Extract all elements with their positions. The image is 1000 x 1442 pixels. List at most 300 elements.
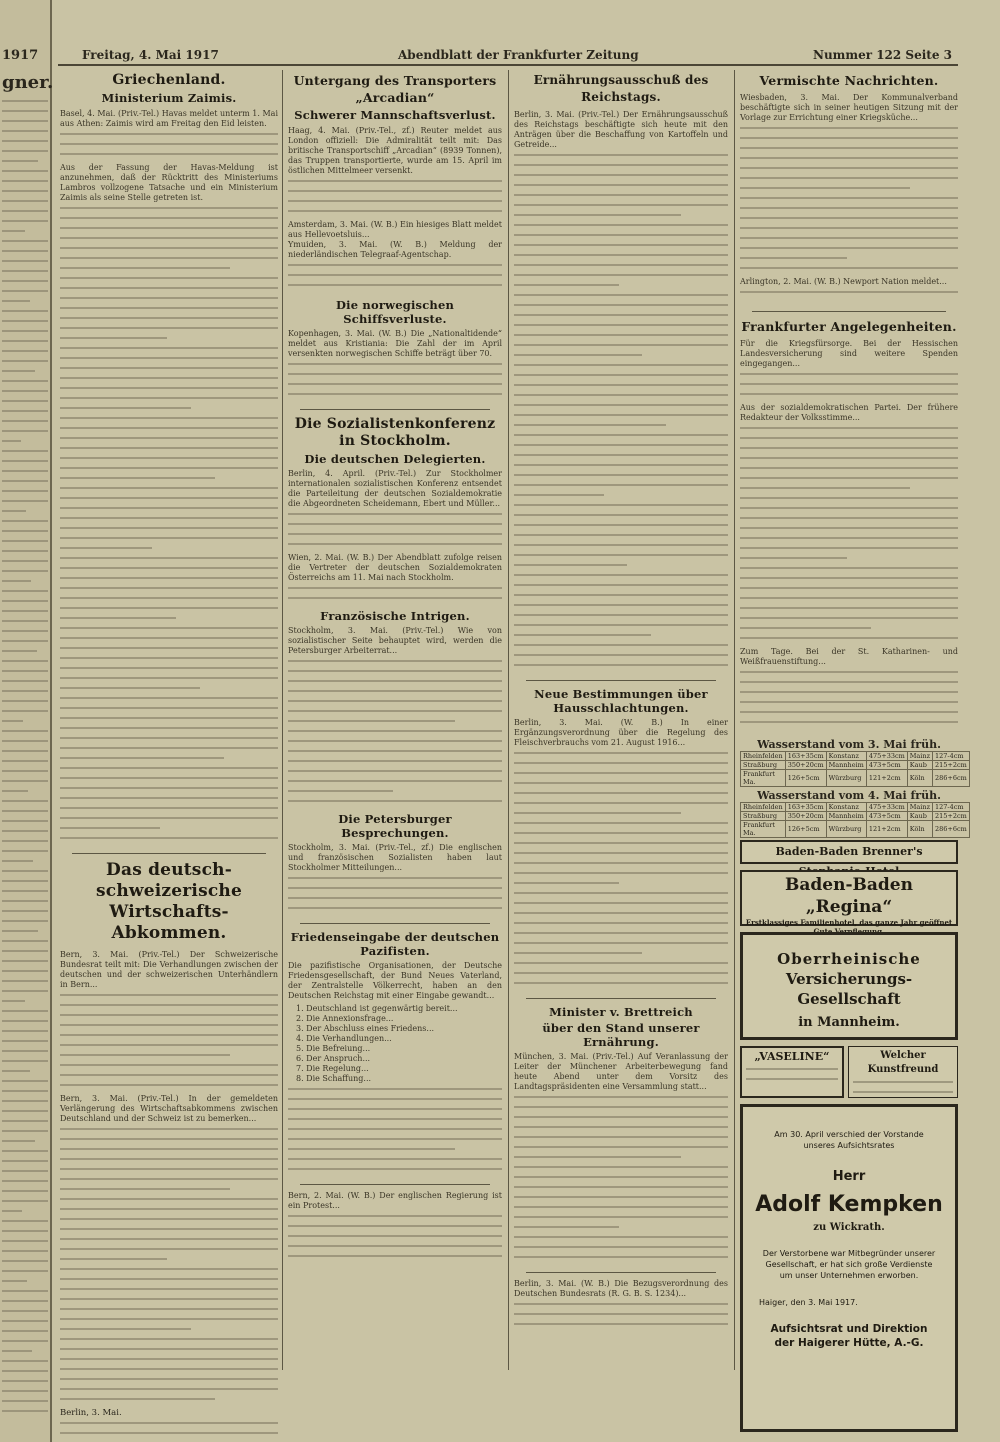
ad-vaseline-title: „VASELINE“ (754, 1050, 830, 1063)
print-line (514, 534, 728, 536)
print-line (740, 383, 958, 385)
print-line (514, 494, 604, 496)
print-line (60, 1208, 278, 1210)
print-line (740, 691, 958, 693)
print-line (2, 1330, 48, 1332)
print-line (2, 260, 48, 262)
print-line (2, 950, 48, 952)
print-line (514, 752, 728, 754)
print-line (514, 1303, 728, 1305)
table-cell: Köln (907, 770, 932, 787)
print-line (2, 430, 48, 432)
print-line (60, 497, 278, 499)
print-line (2, 930, 38, 932)
table-cell: 286+6cm (933, 821, 970, 838)
print-line (60, 1138, 278, 1140)
print-line (2, 370, 35, 372)
obituary-signature-2: der Haigerer Hütte, A.-G. (774, 1337, 924, 1349)
print-line (514, 314, 728, 316)
print-line (2, 120, 48, 122)
print-line (288, 513, 502, 515)
water-level-report (740, 738, 967, 838)
text-lines (514, 752, 728, 992)
print-line (60, 757, 224, 759)
print-line (288, 200, 502, 202)
print-line (514, 364, 728, 366)
print-line (514, 544, 728, 546)
print-line (514, 174, 728, 176)
print-line (60, 217, 278, 219)
print-line (740, 393, 958, 395)
ad-regina-subtitle: Erstklassiges Familienhotel, das ganze Jahr geöffnet (745, 918, 953, 927)
print-line (288, 1098, 502, 1100)
print-line (740, 567, 958, 569)
table-cell: 473+5cm (866, 812, 907, 821)
print-line (514, 782, 728, 784)
print-line (740, 577, 958, 579)
print-line (514, 1106, 728, 1108)
print-line (60, 1422, 278, 1424)
print-line (288, 383, 502, 385)
print-line (288, 393, 502, 395)
print-line (514, 802, 728, 804)
print-line (60, 1328, 191, 1330)
print-line (60, 347, 278, 349)
print-line (2, 1160, 48, 1162)
print-line (60, 143, 278, 145)
print-line (60, 547, 152, 549)
print-line (288, 800, 502, 802)
print-line (2, 1170, 48, 1172)
print-line (2, 1230, 48, 1232)
print-line (2, 1270, 48, 1272)
print-line (2, 1030, 48, 1032)
print-line (60, 1024, 278, 1026)
print-line (514, 972, 728, 974)
print-line (288, 660, 502, 662)
print-line (514, 902, 728, 904)
print-line (514, 1156, 681, 1158)
print-line (2, 810, 48, 812)
list-item: 1. Deutschland ist gegenwärtig bereit... (296, 1004, 458, 1013)
print-line (2, 340, 48, 342)
print-line (740, 447, 958, 449)
print-line (740, 177, 958, 179)
print-line (740, 711, 958, 713)
print-line (288, 1215, 502, 1217)
print-line (2, 780, 48, 782)
print-line (514, 842, 728, 844)
print-line (2, 800, 48, 802)
table-cell: Straßburg (741, 761, 786, 770)
text-lines (288, 587, 502, 607)
list-item: 5. Die Befreiung... (296, 1044, 371, 1053)
print-line (514, 464, 728, 466)
dateline: Berlin, 3. Mai. (60, 1408, 122, 1418)
print-line (60, 307, 278, 309)
print-line (514, 952, 642, 954)
previous-page-edge (0, 0, 52, 1442)
print-line (2, 940, 48, 942)
ad-kunstfreund (848, 1046, 958, 1098)
margin-text-lines (2, 100, 48, 1420)
print-line (60, 1388, 278, 1390)
print-line (2, 1020, 48, 1022)
print-line (288, 780, 502, 782)
print-line (60, 257, 278, 259)
ad-regina-title: Baden-Baden „Regina“ (785, 875, 913, 917)
print-line (60, 357, 278, 359)
ad-stephanie-text: Baden-Baden Brenner's (775, 845, 923, 858)
print-line (60, 567, 278, 569)
print-line (740, 701, 958, 703)
print-line (2, 1400, 48, 1402)
print-line (2, 570, 48, 572)
print-line (60, 767, 278, 769)
print-line (514, 862, 728, 864)
print-line (2, 480, 48, 482)
print-line (2, 460, 48, 462)
margin-year: 1917 (2, 48, 39, 63)
print-line (288, 587, 502, 589)
print-line (60, 1064, 278, 1066)
water-level-table-2 (740, 802, 970, 838)
print-line (288, 680, 502, 682)
print-line (514, 414, 728, 416)
table-cell: Frankfurt Ma. (741, 821, 786, 838)
list-item: 3. Der Abschluss eines Friedens... (296, 1024, 435, 1033)
print-line (514, 594, 728, 596)
ad-vaseline (740, 1046, 844, 1098)
print-line (2, 540, 48, 542)
print-line (60, 1158, 278, 1160)
print-line (60, 1318, 278, 1320)
print-line (2, 620, 48, 622)
print-line (60, 527, 278, 529)
print-line (740, 721, 958, 723)
print-line (2, 1300, 48, 1302)
article-text: Für die Kriegsfürsorge. Bei der Hessischen Landesversicherung sind weitere Spenden eingegangen... (740, 339, 958, 368)
separator (752, 311, 946, 312)
print-line (740, 137, 958, 139)
print-line (514, 762, 728, 764)
print-line (2, 830, 48, 832)
print-line (288, 1128, 502, 1130)
print-line (2, 640, 48, 642)
text-lines (740, 291, 958, 305)
table-cell: 127-4cm (933, 752, 970, 761)
print-line (60, 287, 278, 289)
print-line (2, 1080, 48, 1082)
print-line (740, 497, 958, 499)
water-level-table-1 (740, 751, 970, 787)
print-line (853, 1091, 953, 1093)
print-line (288, 264, 502, 266)
masthead-page-number: Nummer 122 Seite 3 (812, 48, 952, 62)
print-line (514, 792, 728, 794)
print-line (288, 597, 502, 599)
print-line (60, 717, 278, 719)
print-line (2, 970, 48, 972)
demands-list (288, 1004, 502, 1084)
print-line (60, 607, 278, 609)
print-line (2, 820, 48, 822)
print-line (2, 700, 48, 702)
print-line (60, 587, 278, 589)
table-cell: 215+2cm (933, 761, 970, 770)
print-line (740, 227, 958, 229)
print-line (60, 787, 278, 789)
article-text: Arlington, 2. Mai. (W. B.) Newport Nation meldet... (740, 277, 947, 286)
print-line (740, 247, 958, 249)
print-line (2, 1360, 48, 1362)
print-line (2, 1090, 48, 1092)
print-line (60, 1298, 278, 1300)
print-line (2, 840, 48, 842)
print-line (2, 720, 23, 722)
article-text: Ymuiden, 3. Mai. (W. B.) Meldung der niederländischen Telegraaf-Agentschap. (288, 240, 502, 259)
print-line (60, 727, 278, 729)
print-line (2, 690, 48, 692)
print-line (740, 207, 958, 209)
print-line (2, 320, 48, 322)
print-line (514, 424, 666, 426)
headline-pazifisten: Friedenseingabe der deutschen Pazifisten. (290, 930, 500, 958)
print-line (2, 870, 48, 872)
subhead-delegierten: Die deutschen Delegierten. (304, 452, 486, 466)
headline-petersburger: Die Petersburger Besprechungen. (338, 812, 452, 840)
print-line (288, 1138, 502, 1140)
table-cell: Konstanz (826, 752, 866, 761)
article-text: Basel, 4. Mai. (Priv.-Tel.) Havas meldet unterm 1. Mai aus Athen: Zaimis wird am Freitag den Eid leisten. (60, 109, 278, 128)
headline-vermischte: Vermischte Nachrichten. (759, 73, 939, 88)
print-line (288, 1118, 502, 1120)
print-line (514, 224, 728, 226)
headline-sozialistenkonferenz: Die Sozialistenkonferenz in Stockholm. (294, 416, 496, 449)
print-line (2, 210, 48, 212)
print-line (2, 790, 28, 792)
text-lines (288, 180, 502, 220)
print-line (514, 584, 728, 586)
print-line (746, 1078, 838, 1080)
print-line (60, 577, 278, 579)
print-line (2, 230, 25, 232)
list-item: 2. Die Annexionsfrage... (296, 1014, 394, 1023)
print-line (2, 1040, 48, 1042)
table-cell: Kaub (907, 761, 932, 770)
print-line (60, 707, 278, 709)
print-line (514, 254, 728, 256)
print-line (2, 1200, 48, 1202)
print-line (60, 447, 278, 449)
table-cell: Köln (907, 821, 932, 838)
print-line (60, 297, 278, 299)
print-line (740, 637, 958, 639)
print-line (288, 533, 502, 535)
print-line (2, 1210, 22, 1212)
print-line (514, 184, 728, 186)
print-line (2, 130, 48, 132)
print-line (2, 510, 26, 512)
print-line (514, 564, 627, 566)
print-line (514, 1186, 728, 1188)
print-line (2, 350, 48, 352)
print-line (288, 690, 502, 692)
article-text: Stockholm, 3. Mai. (Priv.-Tel., zf.) Die englischen und französischen Sozialisten haben laut Stockholmer Mitteilungen... (288, 843, 502, 872)
print-line (514, 394, 728, 396)
print-line (514, 604, 728, 606)
text-lines (60, 133, 278, 163)
print-line (514, 354, 642, 356)
print-line (2, 1370, 48, 1372)
print-line (2, 760, 48, 762)
print-line (288, 750, 502, 752)
print-line (60, 1178, 278, 1180)
text-lines (288, 1215, 502, 1265)
print-line (60, 407, 191, 409)
obituary-intro: Am 30. April verschied der Vorstande unseres Aufsichtsrates (774, 1130, 924, 1150)
print-line (2, 1220, 48, 1222)
print-line (514, 514, 728, 516)
print-line (2, 680, 48, 682)
print-line (514, 214, 681, 216)
text-lines (60, 1422, 278, 1442)
print-line (60, 1308, 278, 1310)
print-line (2, 880, 48, 882)
print-line (740, 457, 958, 459)
print-line (60, 627, 278, 629)
table-cell: 473+5cm (866, 761, 907, 770)
print-line (60, 597, 278, 599)
print-line (740, 617, 958, 619)
print-line (60, 1188, 230, 1190)
print-line (60, 1248, 278, 1250)
print-line (2, 740, 48, 742)
print-line (60, 367, 278, 369)
print-line (60, 557, 278, 559)
print-line (2, 1410, 48, 1412)
print-line (288, 284, 502, 286)
print-line (60, 1168, 278, 1170)
separator (526, 1272, 716, 1273)
print-line (2, 1350, 32, 1352)
print-line (514, 204, 728, 206)
list-item: 8. Die Schaffung... (296, 1074, 372, 1083)
print-line (60, 1268, 278, 1270)
text-lines (740, 427, 958, 647)
print-line (60, 1338, 278, 1340)
ad-versicherung-line3: in Mannheim. (798, 1015, 900, 1030)
print-line (2, 1190, 48, 1192)
print-line (288, 1168, 502, 1170)
table-cell: 163+35cm (785, 803, 826, 812)
print-line (514, 1176, 728, 1178)
print-line (60, 237, 278, 239)
table-cell: 286+6cm (933, 770, 970, 787)
print-line (288, 373, 502, 375)
print-line (740, 467, 958, 469)
print-line (514, 1166, 728, 1168)
article-text: Bern, 2. Mai. (W. B.) Der englischen Regierung ist ein Protest... (288, 1191, 502, 1210)
print-line (514, 574, 728, 576)
separator (300, 1184, 490, 1185)
print-line (2, 1320, 48, 1322)
print-line (60, 267, 230, 269)
print-line (60, 1278, 278, 1280)
print-line (740, 437, 958, 439)
obituary-herr: Herr (832, 1169, 866, 1184)
print-line (740, 267, 958, 269)
print-line (2, 1250, 48, 1252)
print-line (60, 467, 278, 469)
table-cell: Würzburg (826, 770, 866, 787)
print-line (2, 1260, 48, 1262)
print-line (2, 390, 48, 392)
print-line (2, 1340, 48, 1342)
print-line (288, 1245, 502, 1247)
print-line (2, 580, 31, 582)
print-line (514, 304, 728, 306)
masthead (58, 46, 958, 66)
print-line (60, 507, 278, 509)
print-line (2, 1390, 48, 1392)
obituary-place: zu Wickrath. (813, 1222, 885, 1233)
article-text: Berlin, 3. Mai. (W. B.) In einer Ergänzungsverordnung über die Regelung des Fleischverbrauchs vom 21. August 1916... (514, 718, 728, 747)
print-line (60, 1378, 278, 1380)
table-cell: 126+5cm (785, 821, 826, 838)
print-line (740, 373, 958, 375)
print-line (60, 1218, 278, 1220)
print-line (514, 284, 619, 286)
print-line (60, 667, 278, 669)
separator (526, 680, 716, 681)
separator (526, 998, 716, 999)
print-line (514, 624, 728, 626)
ad-versicherung-line1: Oberrheinische (777, 950, 921, 968)
table-row (741, 803, 970, 812)
print-line (2, 710, 48, 712)
print-line (2, 860, 33, 862)
print-line (514, 1256, 728, 1258)
print-line (60, 737, 278, 739)
article-text: Die pazifistische Organisationen, der Deutsche Friedensgesellschaft, der Bund Neues Vaterland, der Zentralstelle Völkerrecht, haben an den Deutschen Reichstag mit einer Eingabe gewandt... (288, 961, 502, 1000)
table-row (741, 770, 970, 787)
print-line (740, 187, 910, 189)
print-line (2, 960, 48, 962)
article-text: Aus der sozialdemokratischen Partei. Der frühere Redakteur der Volksstimme... (740, 403, 958, 422)
print-line (514, 1323, 728, 1325)
print-line (288, 1225, 502, 1227)
print-line (2, 1150, 48, 1152)
print-line (60, 1432, 278, 1434)
print-line (288, 740, 502, 742)
print-line (288, 180, 502, 182)
print-line (60, 153, 278, 155)
print-line (514, 1313, 728, 1315)
print-line (740, 127, 958, 129)
print-line (2, 530, 48, 532)
ad-versicherung-line2: Versicherungs-Gesellschaft (785, 970, 913, 1008)
article-text: Berlin, 3. Mai. (Priv.-Tel.) Der Ernährungsausschuß des Reichstags beschäftigte sich heute mit den Anträgen über die Beschaffung von Kartoffeln und Getreide... (514, 110, 728, 149)
print-line (288, 523, 502, 525)
print-line (740, 607, 958, 609)
article-text: Wien, 2. Mai. (W. B.) Der Abendblatt zufolge reisen die Vertreter der deutschen Sozialdemokraten Österreichs am 11. Mai nach Stockholm. (288, 553, 502, 582)
print-line (60, 807, 278, 809)
print-line (514, 374, 728, 376)
print-line (514, 434, 728, 436)
print-line (60, 837, 278, 839)
print-line (288, 190, 502, 192)
